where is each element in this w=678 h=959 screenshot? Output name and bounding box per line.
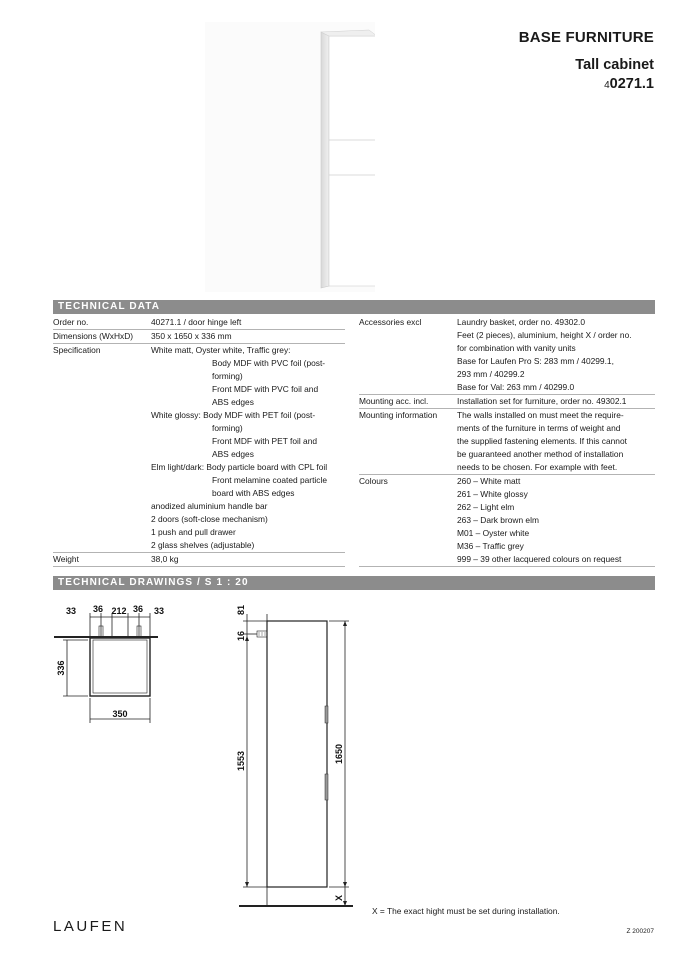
spec-value-line: for combination with vanity units [457, 343, 576, 353]
spec-value-line: 261 – White glossy [457, 489, 528, 499]
technical-data-header: TECHNICAL DATA [53, 300, 655, 314]
spec-value [151, 330, 345, 343]
spec-key: Specification [53, 345, 101, 355]
spec-row [53, 553, 345, 567]
product-photo [205, 22, 375, 292]
product-name: Tall cabinet [575, 57, 654, 73]
spec-value-line: The walls installed on must meet the require- [457, 410, 624, 420]
spec-value-line: 350 x 1650 x 336 mm [151, 331, 232, 341]
product-code-prefix: 4 [604, 80, 610, 91]
dim-212: 212 [111, 606, 127, 616]
spec-value-line: Front MDF with PVC foil and [212, 384, 319, 394]
dim-36-right: 36 [132, 604, 144, 614]
spec-value-line: 40271.1 / door hinge left [151, 317, 242, 327]
spec-value-line: M01 – Oyster white [457, 528, 530, 538]
technical-data-right [359, 316, 655, 567]
dim-16: 16 [236, 630, 246, 642]
spec-value-line: Body MDF with PVC foil (post- [212, 358, 326, 368]
spec-value [151, 344, 345, 552]
spec-value-line: needs to be chosen. For example with feet. [457, 462, 618, 472]
technical-drawings-header: TECHNICAL DRAWINGS / S 1 : 20 [53, 576, 655, 590]
spec-key: Order no. [53, 317, 89, 327]
spec-row [359, 409, 655, 475]
spec-value-line: 260 – White matt [457, 476, 521, 486]
spec-value-line: forming) [212, 371, 243, 381]
spec-value-line: Front MDF with PET foil and [212, 436, 318, 446]
technical-data-left [53, 316, 345, 567]
spec-value-line: ments of the furniture in terms of weight and [457, 423, 621, 433]
spec-value-line: ABS edges [212, 397, 254, 407]
spec-value-line: the supplied fastening elements. If this cannot [457, 436, 627, 446]
spec-value [151, 553, 345, 566]
spec-value [457, 475, 655, 566]
dim-81: 81 [236, 604, 246, 616]
dim-1553: 1553 [236, 750, 246, 772]
spec-value-line: 262 – Light elm [457, 502, 515, 512]
spec-row [53, 330, 345, 344]
spec-value-line: ABS edges [212, 449, 254, 459]
spec-value-line: forming) [212, 423, 243, 433]
dim-36-left: 36 [92, 604, 104, 614]
spec-value-line: anodized aluminium handle bar [151, 501, 268, 511]
spec-value-line: Base for Laufen Pro S: 283 mm / 40299.1, [457, 356, 614, 366]
spec-value-line: 999 – 39 other lacquered colours on request [457, 554, 622, 564]
spec-value-line: Elm light/dark: Body particle board with CPL foil [151, 462, 328, 472]
dim-1650: 1650 [334, 743, 344, 765]
spec-value [457, 395, 655, 408]
spec-value [151, 316, 345, 329]
dim-33-left: 33 [65, 606, 77, 616]
spec-value-line: 263 – Dark brown elm [457, 515, 539, 525]
spec-value [457, 409, 655, 474]
spec-value-line: 2 doors (soft-close mechanism) [151, 514, 268, 524]
spec-key: Dimensions (WxHxD) [53, 331, 134, 341]
spec-value-line: Front melamine coated particle [212, 475, 327, 485]
drawing-caption: X = The exact hight must be set during installation. [372, 906, 560, 916]
spec-value-line: 1 push and pull drawer [151, 527, 236, 537]
spec-value-line: Base for Val: 263 mm / 40299.0 [457, 382, 575, 392]
spec-value-line: 38,0 kg [151, 554, 179, 564]
dim-depth: 336 [56, 660, 66, 676]
spec-key: Weight [53, 554, 79, 564]
spec-value-line: Installation set for furniture, order no. 49302.1 [457, 396, 627, 406]
plan-view-drawing [40, 596, 180, 726]
spec-value-line: 2 glass shelves (adjustable) [151, 540, 255, 550]
document-number: Z 200207 [626, 928, 654, 935]
dim-33-right: 33 [153, 606, 165, 616]
spec-row [359, 316, 655, 395]
spec-value-line: Laundry basket, order no. 49302.0 [457, 317, 586, 327]
product-code [604, 76, 654, 92]
spec-key: Accessories excl [359, 317, 422, 327]
spec-value [457, 316, 655, 394]
spec-value-line: Feet (2 pieces), aluminium, height X / order no. [457, 330, 632, 340]
spec-row [53, 344, 345, 553]
elevation-drawing [225, 596, 365, 926]
spec-value-line: White matt, Oyster white, Traffic grey: [151, 345, 291, 355]
spec-row [53, 316, 345, 330]
spec-value-line: be guaranteed another method of installation [457, 449, 624, 459]
spec-key: Mounting information [359, 410, 438, 420]
spec-row [359, 395, 655, 409]
spec-value-line: 293 mm / 40299.2 [457, 369, 525, 379]
spec-value-line: board with ABS edges [212, 488, 295, 498]
spec-key: Mounting acc. incl. [359, 396, 429, 406]
spec-row [359, 475, 655, 567]
product-code-number: 0271.1 [609, 76, 654, 92]
spec-key: Colours [359, 476, 388, 486]
dim-x: X [334, 894, 344, 902]
tall-cabinet-image [205, 22, 375, 292]
laufen-logo: LAUFEN [53, 918, 128, 935]
dim-width: 350 [112, 709, 128, 719]
spec-value-line: M36 – Traffic grey [457, 541, 524, 551]
section-title: BASE FURNITURE [518, 29, 654, 46]
spec-value-line: White glossy: Body MDF with PET foil (post- [151, 410, 316, 420]
